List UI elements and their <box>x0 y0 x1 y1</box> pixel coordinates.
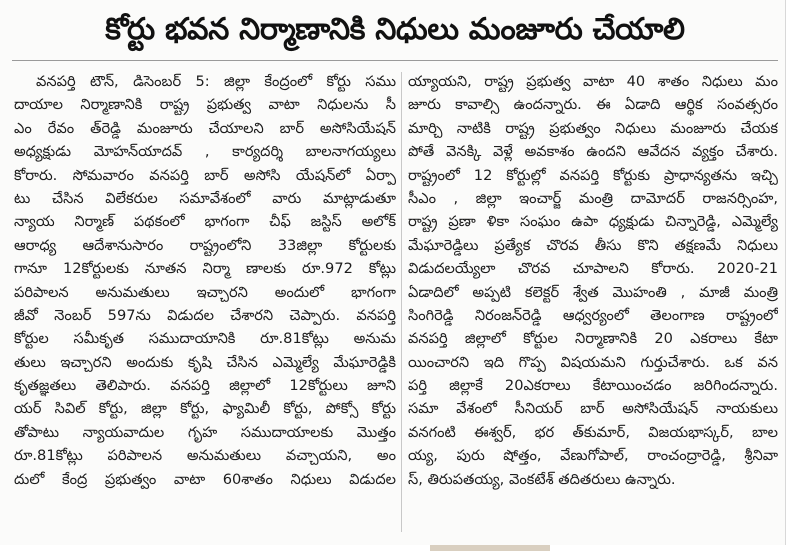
article-line: వనపర్తి జిల్లాలో కోర్టుల నిర్మాణానికి 20 ఎకరాలు కేటా <box>408 330 778 348</box>
article-line: ఆరాధ్య ఆదేశానుసారం రాష్ట్రంలోని 33జిల్లా కోర్టులకు <box>14 236 396 254</box>
article-line: విడుదలయ్యేలా చొరవ చూపాలని కోరారు. 2020-21 <box>408 260 778 278</box>
column-divider <box>401 72 402 532</box>
article-line: పోతే వెనక్కి వెళ్లే అవకాశం ఉందని ఆవేదన వ్యక్తం చేశారు. <box>408 143 778 161</box>
article-line: కోరారు. సోమవారం వనపర్తి బార్ అసోసి యేషన్‌లో ఏర్పా <box>14 166 396 184</box>
headline-rule <box>12 60 778 61</box>
article-line: దాయాల నిర్మాణానికి రాష్ట్ర ప్రభుత్వ వాటా నిధులను సీ <box>14 96 396 114</box>
article-line: యర్ సివిల్ కోర్టు, జిల్లా కోర్టు, ఫ్యామిలీ కోర్టు, పోక్సో కోర్టు <box>14 400 396 418</box>
article-line: న్యాయ నిర్మాణ్ పథకంలో భాగంగా చీఫ్ జస్టిస్ అలోక్ <box>14 213 396 231</box>
article-line: కోర్టుల సమీకృత సముదాయానికి రూ.81కోట్లు అనుమ <box>14 330 396 348</box>
article-line: సమా వేశంలో సీనియర్ బార్ అసోసియేషన్ నాయకులు <box>408 400 778 418</box>
article-line: గానూ 12కోర్టులకు నూతన నిర్మా ణాలకు రూ.972 కోట్లు <box>14 260 396 278</box>
article-line: తులు ఇచ్చారని అందుకు కృషి చేసిన ఎమ్మెల్యే మేఘారెడ్డికి <box>14 353 396 371</box>
article-line: ఏడాదిలో అప్పటి కలెక్టర్ శ్వేత మొహంతి , మాజీ మంత్రి <box>408 283 778 301</box>
article-line: రూ.81కోట్లు పరిపాలన అనుమతులు వచ్చాయని, అం <box>14 447 396 465</box>
adjacent-photo-edge <box>430 545 550 551</box>
article-line: పరిపాలన అనుమతులు ఇచ్చారని అందులో భాగంగా <box>14 283 396 301</box>
article-line: రాష్ట్ర ప్రణా ళికా సంఘం ఉపా ధ్యక్షుడు చిన్నారెడ్డి, ఎమ్మెల్యే <box>408 213 778 231</box>
article-line: జూరు కావాల్సి ఉందన్నారు. ఈ ఏడాది ఆర్థిక సంవత్సరం <box>408 96 778 114</box>
article-line: స్, తిరుపతయ్య, వెంకటేశ్ తదితరులు ఉన్నారు. <box>408 470 676 488</box>
article-line: మేఘారెడ్డిలు ప్రత్యేక చొరవ తీసు కొని తక్షణమే నిధులు <box>408 236 778 254</box>
article-line: వనపర్తి టౌన్, డిసెంబర్ 5: జిల్లా కేంద్రంలో కోర్టు సము <box>36 73 396 90</box>
article-line: యించారని ఇది గొప్ప విషయమని గుర్తుచేశారు. ఒక వన <box>408 353 778 371</box>
article-line: మార్చి నాటికి రాష్ట్ర ప్రభుత్వం నిధులు మంజూరు చేయక <box>408 119 778 137</box>
article-line: జీవో నెంబర్ 597ను విడుదల చేశారని చెప్పారు. వనపర్తి <box>14 306 396 324</box>
article-line: రాష్ట్రంలో 12 కోర్టుల్లో వనపర్తి కోర్టుకు ప్రాధాన్యతను ఇచ్చి <box>408 166 778 184</box>
article-line: పర్తి జిల్లాకే 20ఎకరాలు కేటాయించడం జరిగిందన్నారు. <box>408 377 778 395</box>
article-line: య్యాయని, రాష్ట్ర ప్రభుత్వ వాటా 40 శాతం నిధులు మం <box>408 73 778 90</box>
article-line: తోపాటు న్యాయవాదుల గృహ సముదాయాలకు మొత్తం <box>14 423 396 441</box>
article-column-right <box>408 70 778 540</box>
article-line: టు చేసిన విలేకరుల సమావేశంలో వారు మాట్లాడుతూ <box>14 189 396 207</box>
article-line: దులో కేంద్ర ప్రభుత్వం వాటా 60శాతం నిధులు విడుదల <box>14 470 396 488</box>
article-line: వనగంటి ఈశ్వర్, భర త్‌కుమార్, విజయభాస్కర్, బాల <box>408 423 778 441</box>
article-line: ఎం రేవం త్‌రెడ్డి మంజూరు చేయాలని బార్ అసోసియేషన్ <box>14 119 396 137</box>
article-line: కృతజ్ఞతలు తెలిపారు. వనపర్తి జిల్లాలో 12కోర్టులు జూని <box>14 377 396 395</box>
article-line: అధ్యక్షుడు మోహన్‌యాదవ్ , కార్యదర్శి బాలనాగయ్యలు <box>14 143 396 161</box>
article-line: సీఎం , జిల్లా ఇంచార్జ్ మంత్రి దామోదర్ రాజనర్సింహ, <box>408 189 778 207</box>
headline: కోర్టు భవన నిర్మాణానికి నిధులు మంజూరు చేయాలి <box>105 12 685 47</box>
article-column-left <box>14 70 396 540</box>
article-line: య్య, పురు షోత్తం, వేణుగోపాల్, రాంచంద్రారెడ్డి, శ్రీనివా <box>408 447 778 465</box>
article-line: సింగిరెడ్డి నిరంజన్‌రెడ్డి ఆధ్వర్యంలో తెలంగాణ రాష్ట్రంలో <box>408 306 778 324</box>
